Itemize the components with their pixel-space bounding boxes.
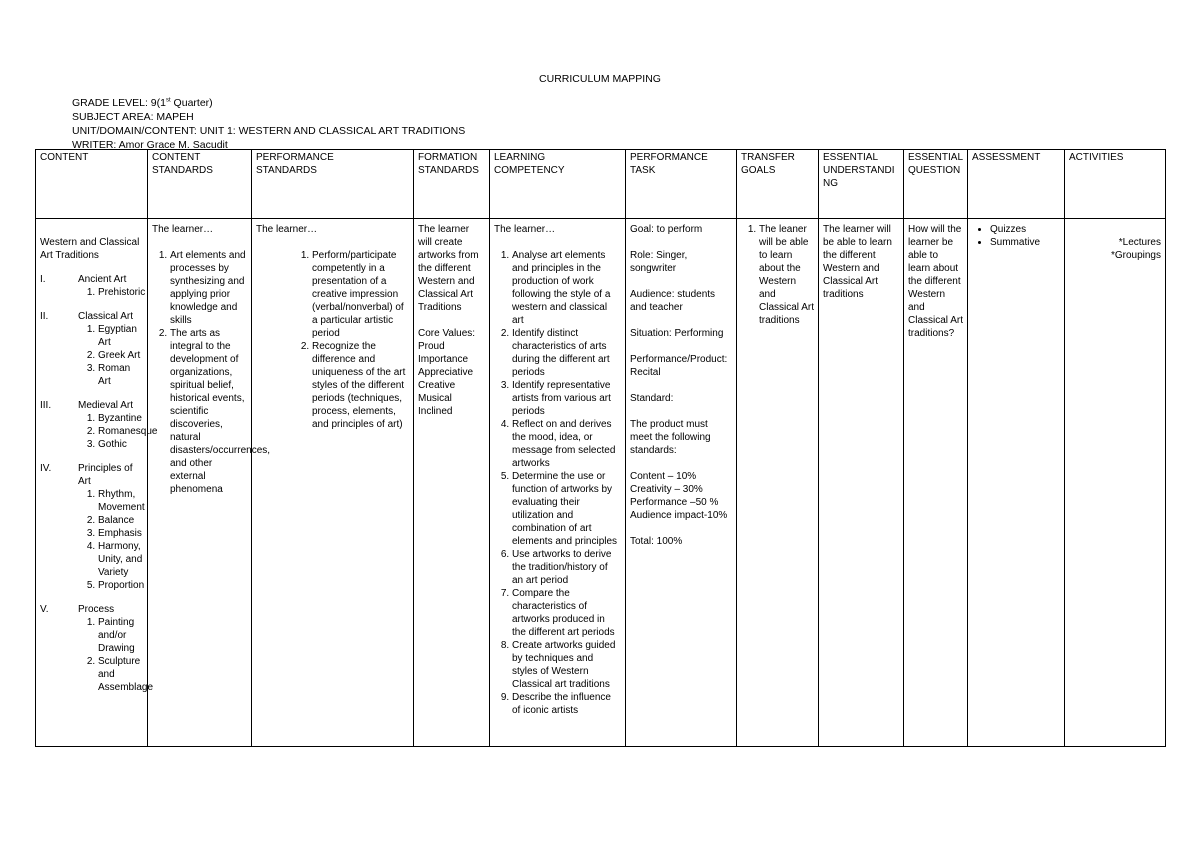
list-item: 4. Harmony, Unity, and Variety <box>98 540 143 579</box>
unit-domain: UNIT/DOMAIN/CONTENT: UNIT 1: WESTERN AND CLASSICAL ART TRADITIONS <box>72 125 466 137</box>
list-item: 9. Describe the influence of iconic artists <box>512 691 621 717</box>
list-item: 1. Painting and/or Drawing <box>98 616 143 655</box>
core-value: Appreciative <box>418 367 474 378</box>
list-item: 7. Compare the characteristics of artworks produced in the different art periods <box>512 587 621 639</box>
intro-text: The learner… <box>494 224 556 235</box>
header-content-standards: CONTENT STANDARDS <box>148 150 252 219</box>
writer: WRITER: Amor Grace M. Sacudit <box>72 139 228 151</box>
understanding-text: The learner will be able to learn the different Western and Classical Art traditions <box>823 224 892 300</box>
cell-essential-question <box>904 219 968 747</box>
cell-activities <box>1065 219 1166 747</box>
core-value: Creative <box>418 380 456 391</box>
cell-content-standards <box>148 219 271 747</box>
list-item: 2. The arts as integral to the development of organizations, spiritual belief, historical events, scientific discoveries, natural disasters/occurrences, and other external phenomena <box>170 327 247 496</box>
list-item: 3. Emphasis <box>98 527 143 540</box>
list-item: 4. Reflect on and derives the mood, idea, or message from selected artworks <box>512 418 621 470</box>
list-item: 2. Recognize the difference and uniqueness of the art styles of the different periods (techniques, process, elements, and principles of art) <box>312 340 409 431</box>
subject-area: SUBJECT AREA: MAPEH <box>72 111 194 123</box>
list-item: 1. Analyse art elements and principles in the production of work following the style of a western and classical art <box>512 249 621 327</box>
intro-text: The learner… <box>152 224 214 235</box>
list-item: 1. Rhythm, Movement <box>98 488 143 514</box>
list-item: 1. Egyptian Art <box>98 323 143 349</box>
curriculum-table <box>35 149 1166 747</box>
task-criterion: Content – 10% <box>630 471 697 482</box>
task-standard-text: The product must meet the following standards: <box>630 419 711 456</box>
core-value: Inclined <box>418 406 453 417</box>
cell-performance-task <box>626 219 737 747</box>
cell-transfer-goals <box>737 219 819 747</box>
task-product: Performance/Product: Recital <box>630 354 728 378</box>
header-learning-competency: LEARNING COMPETENCY <box>490 150 626 219</box>
cell-performance-standards <box>252 219 414 747</box>
list-item: 1. Art elements and processes by synthesizing and applying prior knowledge and skills <box>170 249 247 327</box>
task-criterion: Audience impact-10% <box>630 510 728 521</box>
document-meta <box>72 96 465 152</box>
task-role: Role: Singer, songwriter <box>630 250 688 274</box>
content-section: I. Ancient Art 1. Prehistoric <box>40 273 143 299</box>
task-criterion: Creativity – 30% <box>630 484 703 495</box>
core-value: Importance <box>418 354 469 365</box>
list-item: 3. Gothic <box>98 438 143 451</box>
task-situation: Situation: Performing <box>630 328 724 339</box>
document-title: CURRICULUM MAPPING <box>539 73 661 85</box>
core-value: Proud <box>418 341 445 352</box>
list-item: 3. Roman Art <box>98 362 143 388</box>
activity-item: *Lectures <box>1118 237 1161 248</box>
task-criterion: Performance –50 % <box>630 497 719 508</box>
cell-assessment <box>968 219 1065 747</box>
list-item: 1. Perform/participate competently in a presentation of a creative impression (verbal/nonverbal) of a particular artistic period <box>312 249 409 340</box>
list-item: 1. Byzantine <box>98 412 143 425</box>
task-goal: Goal: to perform <box>630 224 703 235</box>
list-item: 6. Use artworks to derive the tradition/history of an art period <box>512 548 621 587</box>
grade-level: GRADE LEVEL: 9(1st Quarter) <box>72 97 213 109</box>
task-audience: Audience: students and teacher <box>630 289 716 313</box>
list-item: 2. Sculpture and Assemblage <box>98 655 143 694</box>
header-assessment: ASSESSMENT <box>968 150 1065 219</box>
header-performance-task: PERFORMANCE TASK <box>626 150 737 219</box>
content-section: II. Classical Art 1. Egyptian Art 2. Greek Art 3. Roman Art <box>40 310 143 388</box>
content-section: III. Medieval Art 1. Byzantine 2. Romanesque 3. Gothic <box>40 399 143 451</box>
list-item: 5. Proportion <box>98 579 143 592</box>
header-transfer-goals: TRANSFER GOALS <box>737 150 819 219</box>
content-heading: Western and Classical Art Traditions <box>40 237 140 261</box>
body-row <box>36 219 1166 747</box>
header-performance-standards: PERFORMANCE STANDARDS <box>252 150 414 219</box>
intro-text: The learner… <box>256 224 318 235</box>
header-row <box>36 150 1166 219</box>
list-item: 1. The leaner will be able to learn about the Western and Classical Art traditions <box>759 223 814 327</box>
list-item: 8. Create artworks guided by techniques and styles of Western Classical art traditions <box>512 639 621 691</box>
header-activities: ACTIVITIES <box>1065 150 1166 219</box>
cell-learning-competency <box>490 219 626 747</box>
content-sections <box>40 273 158 694</box>
activity-item: *Groupings <box>1110 250 1161 261</box>
cell-essential-understanding <box>819 219 904 747</box>
formation-text: The learner will create artworks from the different Western and Classical Art Traditions <box>418 224 479 313</box>
cell-content <box>36 219 158 747</box>
header-content: CONTENT <box>36 150 148 219</box>
question-text: How will the learner be able to learn about the different Western and Classical Art traditions? <box>908 224 964 339</box>
list-item: • Quizzes <box>990 223 1060 236</box>
header-essential-question: ESSENTIAL QUESTION <box>904 150 968 219</box>
core-value: Musical <box>418 393 452 404</box>
content-section: IV. Principles of Art 1. Rhythm, Movement 2. Balance 3. Emphasis 4. Harmony, Unity, and Variety 5. Proportion <box>40 462 143 592</box>
content-section: V. Process 1. Painting and/or Drawing 2. Sculpture and Assemblage <box>40 603 143 694</box>
task-standard-label: Standard: <box>630 393 674 404</box>
list-item: • Summative <box>990 236 1060 249</box>
core-values-label: Core Values: <box>418 328 476 339</box>
list-item: 5. Determine the use or function of artworks by evaluating their utilization and combination of art elements and principles <box>512 470 621 548</box>
list-item: 1. Prehistoric <box>98 286 143 299</box>
list-item: 3. Identify representative artists from various art periods <box>512 379 621 418</box>
list-item: 2. Romanesque <box>98 425 143 438</box>
list-item: 2. Balance <box>98 514 143 527</box>
cell-formation-standards <box>414 219 490 747</box>
list-item: 2. Greek Art <box>98 349 143 362</box>
list-item: 2. Identify distinct characteristics of arts during the different art periods <box>512 327 621 379</box>
header-essential-understanding: ESSENTIAL UNDERSTANDI NG <box>819 150 904 219</box>
task-total: Total: 100% <box>630 536 683 547</box>
header-formation-standards: FORMATION STANDARDS <box>414 150 490 219</box>
